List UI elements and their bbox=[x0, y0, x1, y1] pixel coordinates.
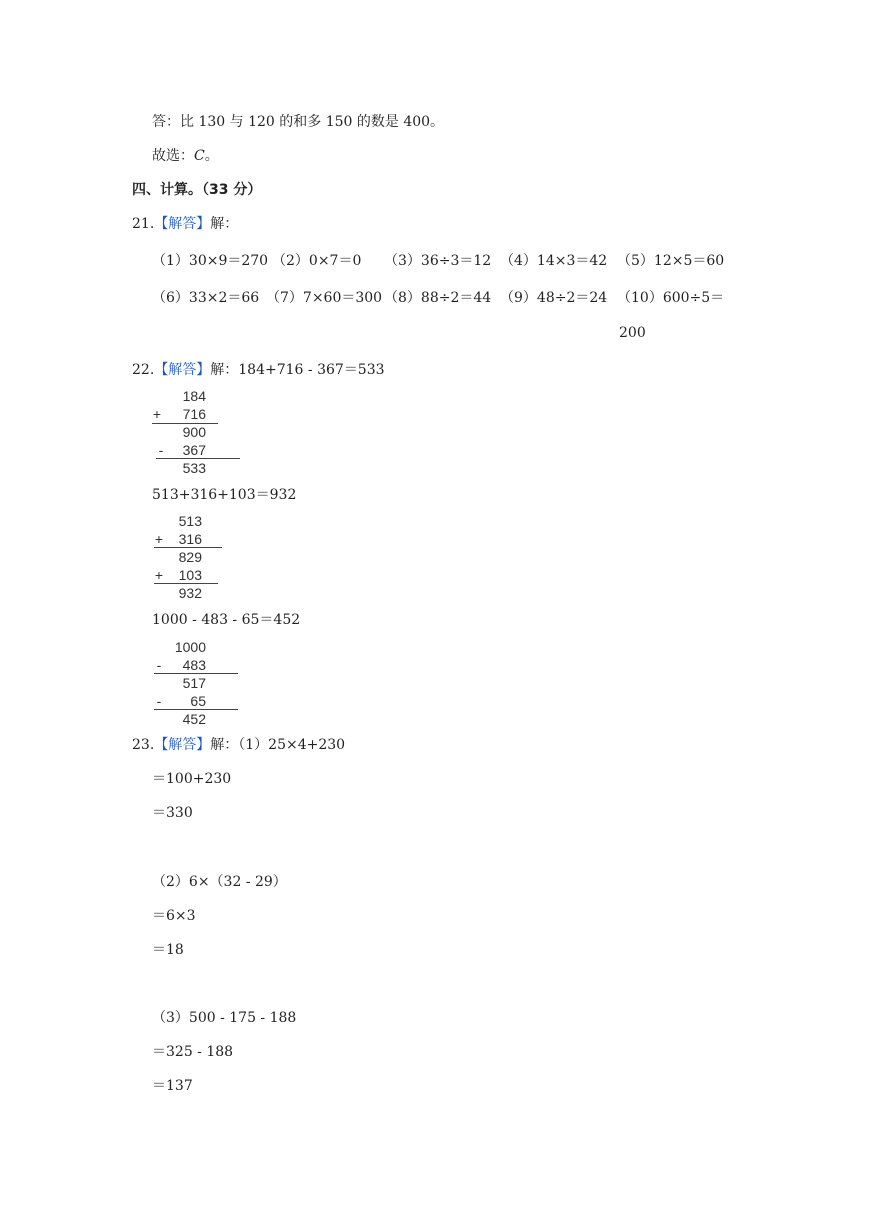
q23-number: 23. bbox=[132, 737, 155, 753]
q21-item-9: （9）48÷2＝24 bbox=[500, 290, 608, 306]
q21-item-10: （10）600÷5＝ bbox=[617, 290, 725, 306]
calc1-r1: 900 bbox=[182, 424, 206, 440]
calc1-c: 367 bbox=[182, 442, 206, 458]
q21-number: 21. bbox=[132, 216, 155, 232]
calc3-r2: 452 bbox=[182, 711, 206, 727]
q23-header bbox=[132, 736, 345, 754]
q21-item-3: （3）36÷3＝12 bbox=[384, 253, 492, 269]
q21-lead: 解： bbox=[210, 216, 239, 232]
calc2-op2: + bbox=[154, 567, 164, 583]
q23-p1-step-1: ＝100+230 bbox=[152, 771, 232, 787]
calc2-op1: + bbox=[154, 531, 164, 547]
q20-choice-suffix: 。 bbox=[204, 148, 219, 164]
q23-answer-tag: 【解答】 bbox=[154, 737, 211, 753]
q21-item-4: （4）14×3＝42 bbox=[500, 253, 608, 269]
calc3-a: 1000 bbox=[174, 639, 206, 655]
calc2-rule-2 bbox=[154, 583, 218, 584]
q23-p3-step-2: ＝137 bbox=[152, 1078, 193, 1094]
calc1-b: 716 bbox=[182, 406, 206, 422]
calc1-op2: - bbox=[158, 442, 164, 458]
q22-equation-2: 513+316+103＝932 bbox=[152, 487, 297, 503]
calc1-op1: + bbox=[152, 406, 162, 422]
calc3-c: 65 bbox=[190, 693, 206, 709]
q21-item-10-wrap: 200 bbox=[619, 325, 646, 341]
q23-p2-step-1: ＝6×3 bbox=[152, 908, 196, 924]
calc2-a: 513 bbox=[178, 513, 202, 529]
calc2-rule-1 bbox=[154, 547, 222, 548]
q22-answer-tag: 【解答】 bbox=[154, 362, 211, 378]
q20-choice: C bbox=[194, 148, 205, 164]
calc2-r1: 829 bbox=[178, 549, 202, 565]
q21-item-5: （5）12×5＝60 bbox=[617, 253, 725, 269]
calc3-op2: - bbox=[156, 693, 162, 709]
q20-choice-line bbox=[152, 147, 219, 165]
vertical-calc-3 bbox=[148, 637, 248, 727]
calc3-op1: - bbox=[156, 657, 162, 673]
q23-p1-step-2: ＝330 bbox=[152, 805, 193, 821]
calc3-rule-1 bbox=[154, 673, 238, 674]
q21-item-1: （1）30×9＝270 bbox=[152, 253, 269, 269]
calc1-r2: 533 bbox=[182, 460, 206, 476]
vertical-calc-1 bbox=[148, 386, 248, 476]
calc3-b: 483 bbox=[182, 657, 206, 673]
q23-lead: 解：（1）25×4+230 bbox=[210, 737, 346, 753]
q23-p3-head: （3）500 - 175 - 188 bbox=[152, 1010, 297, 1026]
calc1-rule-2 bbox=[156, 458, 240, 459]
q23-p3-step-1: ＝325 - 188 bbox=[152, 1044, 234, 1060]
calc3-rule-2 bbox=[154, 709, 238, 710]
section-heading: 四、计算。（33 分） bbox=[132, 182, 262, 198]
calc3-r1: 517 bbox=[182, 675, 206, 691]
q21-item-6: （6）33×2＝66 bbox=[152, 290, 260, 306]
q21-item-7: （7）7×60＝300 bbox=[266, 290, 383, 306]
q21-header bbox=[132, 215, 238, 233]
calc1-a: 184 bbox=[182, 388, 206, 404]
q21-item-2: （2）0×7＝0 bbox=[272, 253, 362, 269]
calc2-r2: 932 bbox=[178, 585, 202, 601]
q22-header bbox=[132, 361, 385, 379]
q21-item-8: （8）88÷2＝44 bbox=[384, 290, 492, 306]
calc2-c: 103 bbox=[178, 567, 202, 583]
q22-equation-3: 1000 - 483 - 65＝452 bbox=[152, 612, 301, 628]
q20-answer: 答：比 130 与 120 的和多 150 的数是 400。 bbox=[152, 114, 445, 130]
q23-p2-step-2: ＝18 bbox=[152, 942, 184, 958]
q23-p2-head: （2）6×（32 - 29） bbox=[152, 874, 287, 890]
q21-answer-tag: 【解答】 bbox=[154, 216, 211, 232]
q20-choice-prefix: 故选： bbox=[152, 148, 194, 164]
q22-lead: 解：184+716 - 367＝533 bbox=[210, 362, 385, 378]
vertical-calc-2 bbox=[148, 511, 248, 601]
calc2-b: 316 bbox=[178, 531, 202, 547]
q22-number: 22. bbox=[132, 362, 155, 378]
